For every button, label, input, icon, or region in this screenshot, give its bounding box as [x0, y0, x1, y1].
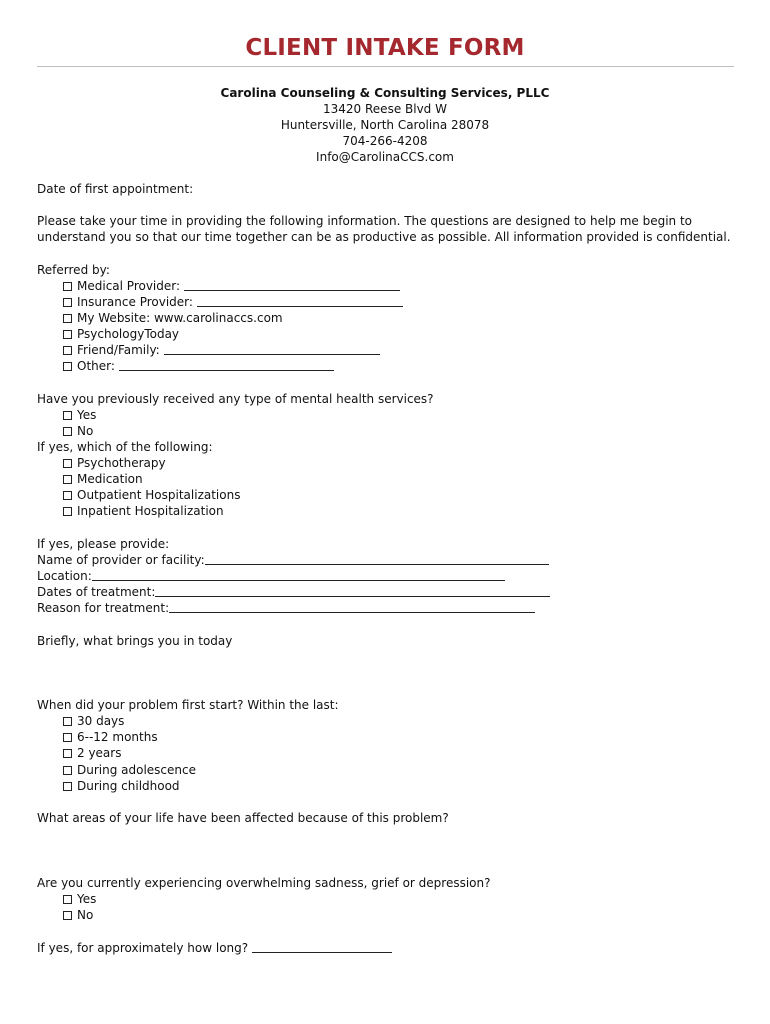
provide-label: If yes, please provide: [37, 537, 170, 551]
checkbox[interactable] [63, 911, 72, 920]
page-title: CLIENT INTAKE FORM [245, 35, 525, 61]
treatment-dates-blank[interactable] [155, 585, 550, 597]
start-option-childhood: During childhood [63, 778, 180, 794]
checkbox[interactable] [63, 717, 72, 726]
checkbox[interactable] [63, 749, 72, 758]
previous-followup: If yes, which of the following: [37, 440, 213, 454]
referred-option-friend: Friend/Family: [63, 342, 380, 358]
checkbox[interactable] [63, 491, 72, 500]
org-name: Carolina Counseling & Consulting Services, PLLC [220, 86, 550, 100]
checkbox[interactable] [63, 362, 72, 371]
checkbox[interactable] [63, 411, 72, 420]
referred-option-insurance: Insurance Provider: [63, 294, 403, 310]
checkbox[interactable] [63, 298, 72, 307]
checkbox[interactable] [63, 427, 72, 436]
treatment-dates-field: Dates of treatment: [37, 584, 550, 600]
referred-option-website: My Website: www.carolinaccs.com [63, 310, 283, 326]
previous-option-no: No [63, 423, 93, 439]
start-option-adolescence: During adolescence [63, 762, 196, 778]
referred-option-psychologytoday: PsychologyToday [63, 326, 179, 342]
sadness-option-yes: Yes [63, 891, 96, 907]
checkbox[interactable] [63, 733, 72, 742]
first-appointment-label: Date of first appointment: [37, 182, 194, 196]
sadness-option-no: No [63, 907, 93, 923]
start-option-30days: 30 days [63, 713, 124, 729]
insurance-provider-blank[interactable] [197, 295, 403, 307]
provider-name-blank[interactable] [205, 553, 549, 565]
location-blank[interactable] [92, 569, 505, 581]
checkbox[interactable] [63, 782, 72, 791]
checkbox[interactable] [63, 314, 72, 323]
title-divider [37, 66, 734, 67]
treatment-reason-blank[interactable] [169, 601, 535, 613]
checkbox[interactable] [63, 895, 72, 904]
start-question: When did your problem first start? Within the last: [37, 698, 339, 712]
org-header [0, 85, 770, 165]
previous-type-psychotherapy: Psychotherapy [63, 455, 166, 471]
intro-paragraph: Please take your time in providing the following information. The questions are designed to help me begin to understand you so that our time together can be as productive as possible. All information provided is confidential. [37, 214, 731, 245]
checkbox[interactable] [63, 459, 72, 468]
org-city: Huntersville, North Carolina 28078 [280, 118, 490, 132]
start-option-6-12months: 6--12 months [63, 729, 158, 745]
previous-question: Have you previously received any type of mental health services? [37, 392, 434, 406]
previous-type-outpatient: Outpatient Hospitalizations [63, 487, 240, 503]
referred-option-medical: Medical Provider: [63, 278, 400, 294]
location-field: Location: [37, 568, 505, 584]
sadness-question: Are you currently experiencing overwhelming sadness, grief or depression? [37, 876, 491, 890]
referred-label: Referred by: [37, 263, 110, 277]
checkbox[interactable] [63, 282, 72, 291]
checkbox[interactable] [63, 330, 72, 339]
sadness-duration-blank[interactable] [252, 941, 392, 953]
friend-family-blank[interactable] [164, 343, 380, 355]
medical-provider-blank[interactable] [184, 279, 400, 291]
provider-name-field: Name of provider or facility: [37, 552, 549, 568]
checkbox[interactable] [63, 346, 72, 355]
org-street: 13420 Reese Blvd W [323, 102, 447, 116]
previous-type-medication: Medication [63, 471, 143, 487]
sadness-duration-field: If yes, for approximately how long? [37, 940, 392, 956]
previous-type-inpatient: Inpatient Hospitalization [63, 503, 224, 519]
org-email: Info@CarolinaCCS.com [316, 150, 454, 164]
other-blank[interactable] [119, 359, 334, 371]
start-option-2years: 2 years [63, 745, 121, 761]
checkbox[interactable] [63, 507, 72, 516]
checkbox[interactable] [63, 766, 72, 775]
referred-option-other: Other: [63, 358, 334, 374]
areas-label: What areas of your life have been affected because of this problem? [37, 811, 449, 825]
checkbox[interactable] [63, 475, 72, 484]
treatment-reason-field: Reason for treatment: [37, 600, 535, 616]
org-phone: 704-266-4208 [342, 134, 428, 148]
previous-option-yes: Yes [63, 407, 96, 423]
brings-label: Briefly, what brings you in today [37, 634, 233, 648]
